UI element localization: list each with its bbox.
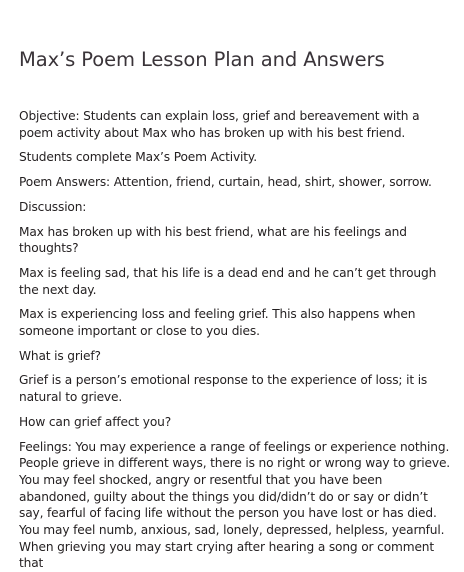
paragraph-what-is-grief: What is grief? [19, 348, 101, 363]
document-page [0, 46, 464, 571]
paragraph-poem-answers: Poem Answers: Attention, friend, curtain, head, shirt, shower, sorrow. [19, 175, 432, 190]
paragraph-loss-grief: Max is experiencing loss and feeling grief. This also happens when someone important or close to you dies. [19, 307, 416, 339]
paragraph-objective: Objective: Students can explain loss, grief and bereavement with a poem activity about Max who has broken up with his best friend. [19, 109, 420, 140]
paragraph-discussion-heading: Discussion: [19, 199, 87, 214]
paragraph-activity: Students complete Max’s Poem Activity. [19, 150, 257, 165]
paragraph-max-sad: Max is feeling sad, that his life is a dead end and he can’t get through the next day. [19, 265, 437, 297]
document-body [19, 108, 452, 572]
paragraph-question-feelings: Max has broken up with his best friend, what are his feelings and thoughts? [19, 224, 407, 256]
paragraph-feelings: Feelings: You may experience a range of feelings or experience nothing. People grieve in different ways, there is no right or wrong way to grieve. You may feel shocked, angry or resentful that you have been abandoned, guilty about the things you did/didn’t do or say or didn’t say, fearful of facing life without the person you have lost or has died. You may feel numb, anxious, sad, lonely, depressed, helpless, yearnful. When grieving you may start crying after hearing a song or comment that [19, 439, 451, 571]
paragraph-grief-definition: Grief is a person’s emotional response to the experience of loss; it is natural to grieve. [19, 373, 428, 405]
paragraph-grief-affect-question: How can grief affect you? [19, 414, 172, 429]
page-title: Max’s Poem Lesson Plan and Answers [19, 48, 385, 71]
